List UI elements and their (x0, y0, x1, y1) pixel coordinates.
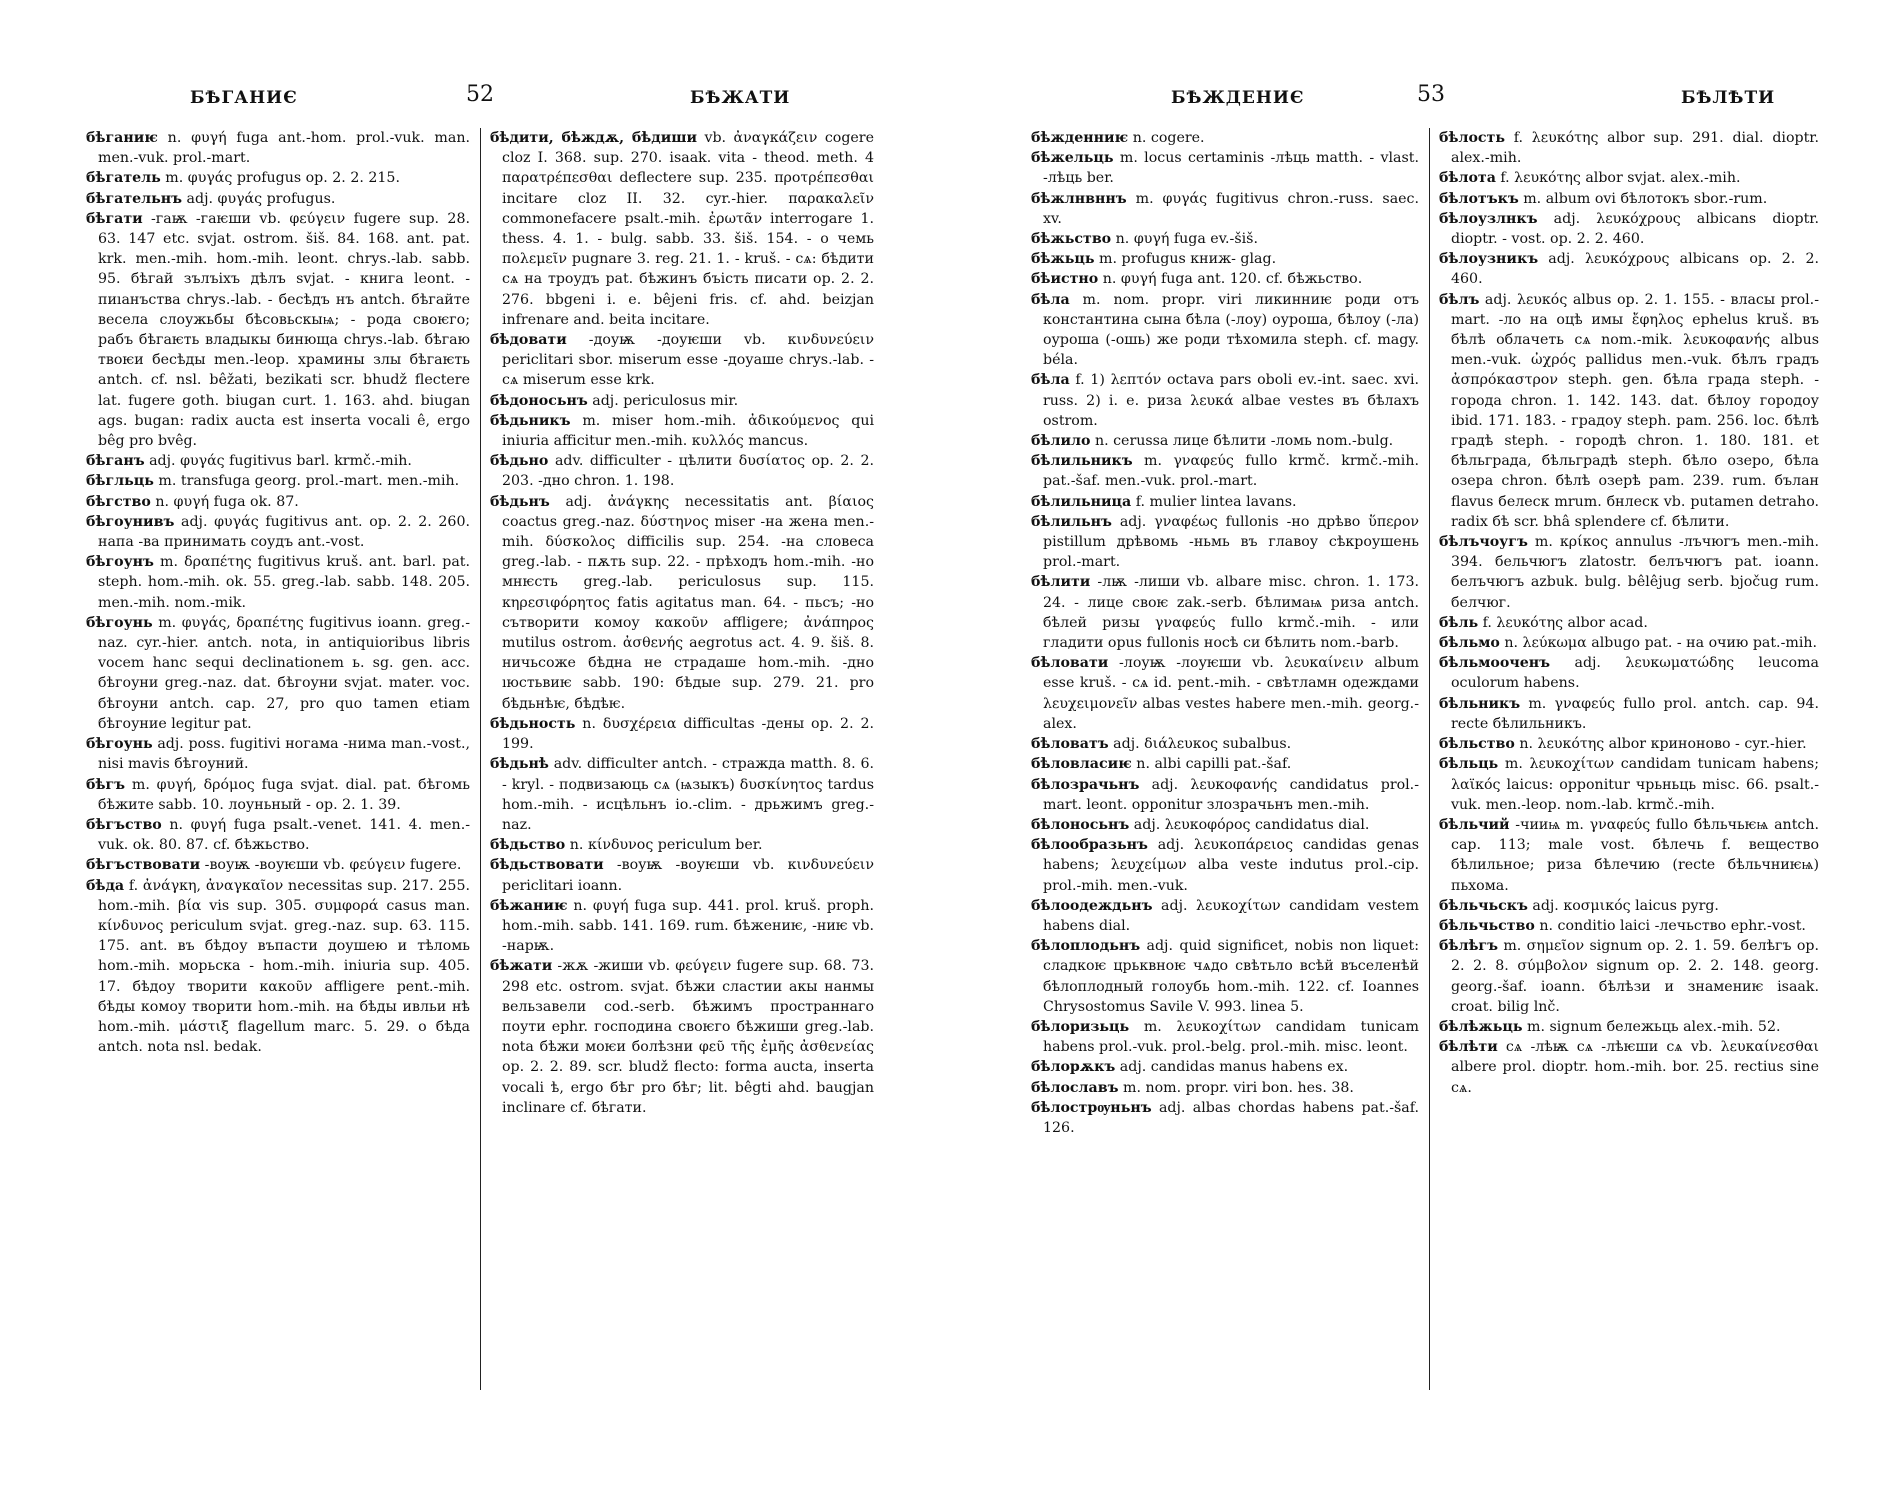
dictionary-entry (1031, 1078, 1419, 1098)
entry-headword: бѣльникъ (1439, 695, 1521, 712)
dictionary-entry (490, 330, 874, 391)
entry-definition: m. λευκοχίτων candidam tunicam habens; λαϊκός laicus: opponitur чрьньць misc. 66. psalt.-vuk. men.-leop. nom.-lab. krmč.-mih. (1451, 756, 1819, 813)
entry-definition: n. φυγή fuga ok. 87. (150, 493, 299, 510)
entry-definition: adj. λευκωματώδης leucoma oculorum habens. (1451, 655, 1819, 692)
dictionary-entry (86, 734, 470, 774)
entry-headword: бѣльчьство (1439, 917, 1535, 934)
dictionary-entry (1031, 936, 1419, 1017)
dictionary-entry (1031, 1057, 1419, 1077)
entry-headword: бѣгъство (86, 816, 162, 833)
dictionary-entry (490, 896, 874, 957)
left-running-head-right: БѢЖАТИ (690, 88, 791, 108)
entry-definition: n. conditio laici -лечьство ephr.-vost. (1534, 917, 1806, 934)
entry-headword: бѣлоузлнкъ (1439, 210, 1538, 227)
entry-headword: бѣлоодеждьнъ (1031, 897, 1153, 914)
dictionary-entry (1031, 835, 1419, 896)
right-page (951, 0, 1902, 1500)
entry-definition: n. φυγή fuga ant.-hom. prol.-vuk. man. men.-vuk. prol.-mart. (98, 130, 470, 167)
entry-definition: adj. λευκός albus op. 2. 1. 155. - власы prol.-mart. -ло на оцѣ имы ἔφηλος ephelus kruš. въ бѣлѣ облачеть сѧ nom.-mik. λευκοφανής albus men.-vuk. ὠχρός pallidus men.-vuk. бѣлъ градъ ἀσπρόκαστρον steph. gen. бѣла града steph. - города chron. 1. 142. 143. dat. бѣлоу городоу ibid. 171. 183. - градоу steph. pam. 256. loc. бѣлѣ градѣ steph. - городѣ chron. 1. 180. 181. et бѣльграда, бѣльградѣ steph. бѣло озеро, бѣла озера chron. бѣлѣ озерѣ pam. 239. rum. бълан flavus белеск mrum. бнлеск vb. putamen detraho. radix бѣ scr. bhâ splendere cf. бѣлити. (1451, 291, 1819, 530)
entry-headword: бѣльство (1439, 736, 1515, 753)
entry-definition: m. nom. propr. viri bon. hes. 38. (1118, 1079, 1354, 1096)
right-running-head-right: БѢЛѢТИ (1681, 88, 1776, 108)
left-column-b (490, 128, 874, 1460)
right-column-b (1439, 128, 1819, 1460)
entry-headword: бѣль (1439, 614, 1479, 631)
entry-definition: m. γναφεύς fullo krmč. krmč.-mih. pat.-šaf. men.-vuk. prol.-mart. (1043, 453, 1419, 490)
dictionary-entry (1439, 754, 1819, 815)
dictionary-entry (86, 876, 470, 1058)
entry-headword: бѣлозрачьнъ (1031, 776, 1140, 793)
column-rule (1429, 128, 1430, 1390)
entry-definition: m. δραπέτης fugitivus kruš. ant. barl. pat. steph. hom.-mih. ok. 55. greg.-lab. sabb. 148. 205. men.-mih. nom.-mik. (98, 554, 470, 611)
entry-headword: бѣгство (86, 493, 151, 510)
dictionary-entry (1031, 290, 1419, 371)
column-rule (480, 128, 481, 1390)
entry-definition: n. cerussa лице бѣлити -ломь nom.-bulg. (1090, 433, 1394, 450)
dictionary-entry (86, 815, 470, 855)
entry-headword: бѣлострѹньнъ (1031, 1099, 1152, 1116)
entry-headword: бѣдьнѣ (490, 756, 549, 773)
dictionary-entry (1439, 896, 1819, 916)
dictionary-entry (490, 128, 874, 330)
dictionary-entry (1031, 451, 1419, 491)
entry-definition: m. miser hom.-mih. ἀδικούμενος qui iniuria afficitur men.-mih. κυλλός mancus. (502, 412, 874, 450)
entry-headword: бѣдьнъ (490, 493, 550, 510)
entry-headword: бѣганъ (86, 453, 145, 470)
dictionary-entry (86, 492, 470, 512)
dictionary-entry (490, 411, 874, 451)
entry-headword: бѣлоплодьнъ (1031, 938, 1141, 955)
entry-definition: n. φυγή fuga ev.-šiš. (1111, 231, 1258, 248)
entry-headword: бѣлѣти (1439, 1039, 1498, 1056)
entry-definition: m. transfuga georg. prol.-mart. men.-mih. (153, 473, 460, 490)
entry-headword: бѣжденниѥ (1031, 130, 1129, 146)
left-running-head-left: БѢГАНИЄ (190, 88, 298, 108)
entry-definition: -доуѭ -доуѥши vb. κινδυνεύειν periclitari sbor. miserum esse -доуаше chrys.-lab. - сѧ miserum esse krk. (502, 332, 874, 389)
entry-headword: бѣгльць (86, 473, 154, 490)
entry-headword: бѣлильница (1031, 493, 1132, 510)
entry-definition: adj. φυγάς fugitivus ant. op. 2. 2. 260. напа -ва принимать соудъ ant.-vost. (98, 513, 470, 551)
dictionary-entry (1031, 1098, 1419, 1138)
entry-definition: n. φυγή fuga ant. 120. cf. бѣжьство. (1098, 271, 1363, 288)
dictionary-entry (1031, 128, 1419, 148)
entry-definition: n. κίνδυνος periculum ber. (565, 837, 763, 854)
entry-definition: adj. διάλευκος subalbus. (1108, 736, 1292, 753)
entry-definition: vb. ἀναγκάζειν cogere cloz I. 368. sup. 270. isaak. vita - theod. meth. 4 παρατρέπεσθαι deflectere sup. 235. προτρέπεσθαι incitare cloz II. 32. cyr.-hier. παρακαλεῖν commonefacere psalt.-mih. ἐρωτᾶν interrogare 1. thess. 4. 1. - bulg. sabb. 33. šiš. 154. - о чемь πολεμεῖν pugnare 3. reg. 21. 1. - kruš. - сѧ: бѣдити сѧ на троудъ pat. бѣжинъ бъість писати op. 2. 2. 276. bbgeni i. e. bêjeni fris. cf. ahd. beizjan infrenare and. beita incitare. (502, 130, 874, 328)
entry-definition: adj. λευκοπάρειος candidas genas habens; λευχείμων alba veste indutus prol.-cip. prol.-mih. men.-vuk. (1043, 837, 1419, 894)
entry-definition: m. λευκοχίτων candidam tunicam habens prol.-vuk. prol.-belg. prol.-mih. misc. leont. (1043, 1018, 1419, 1056)
entry-headword: бѣловласиѥ (1031, 756, 1132, 773)
entry-definition: adj. γναφέως fullonis -но дрѣво ὕπερον pistillum дрѣвомь -ньмь въ главоу сѣкроушень prol.-mart. (1043, 513, 1419, 571)
entry-definition: adj. λευκοφόρος candidatus dial. (1129, 816, 1370, 833)
entry-headword: бѣдовати (490, 332, 567, 349)
entry-definition: m. φυγή, δρόμος fuga svjat. dial. pat. бѣгомь бѣжите sabb. 10. лоуньный - op. 2. 1. 39. (98, 776, 470, 813)
entry-headword: бѣлота (1439, 170, 1496, 187)
dictionary-entry (86, 168, 470, 188)
dictionary-entry (490, 956, 874, 1118)
dictionary-entry (490, 835, 874, 855)
entry-headword: бѣжати (490, 958, 553, 975)
entry-definition: -лоуѭ -лоуѥши vb. λευκαίνειν album esse kruš. - сѧ id. pent.-mih. - свѣтламн одеждами λευχειμονεῖν albas vestes habere men.-mih. georg.-alex. (1043, 655, 1419, 732)
dictionary-entry (86, 209, 470, 451)
entry-headword: бѣлообразьнъ (1031, 837, 1148, 854)
entry-headword: бѣдьствовати (490, 857, 604, 874)
entry-headword: бѣдити, бѣждѫ, бѣдиши (490, 130, 698, 146)
dictionary-entry (490, 391, 874, 411)
entry-headword: бѣльмо (1439, 635, 1500, 652)
entry-headword: бѣгати (86, 210, 143, 227)
entry-definition: n. albi capilli pat.-šaf. (1131, 756, 1292, 773)
entry-definition: n. λεύκωμα albugo pat. - на очию pat.-mih. (1499, 635, 1817, 652)
entry-headword: бѣжельць (1031, 150, 1114, 167)
dictionary-entry (1031, 370, 1419, 431)
entry-headword: бѣдоносьнъ (490, 392, 588, 409)
entry-definition: m. signum бележьць alex.-mih. 52. (1522, 1018, 1781, 1035)
dictionary-entry (1031, 896, 1419, 936)
dictionary-entry (1439, 815, 1819, 896)
dictionary-entry (490, 451, 874, 491)
entry-headword: бѣжлнвннъ (1031, 190, 1127, 207)
dictionary-entry (1439, 209, 1819, 249)
dictionary-entry (490, 714, 874, 754)
entry-headword: бѣловатъ (1031, 736, 1109, 753)
dictionary-entry (490, 492, 874, 714)
entry-definition: adj. φυγάς profugus. (182, 190, 336, 207)
dictionary-entry (1031, 148, 1419, 188)
entry-definition: f. λευκότης albor acad. (1478, 614, 1648, 631)
entry-headword: бѣлоносьнъ (1031, 816, 1130, 833)
entry-definition: f. mulier lintea lavans. (1131, 493, 1297, 510)
entry-headword: бѣдьность (490, 715, 576, 732)
entry-definition: adj. κοσμικός laicus pyrg. (1527, 897, 1719, 914)
dictionary-entry (1439, 916, 1819, 936)
entry-headword: бѣдьно (490, 453, 549, 470)
dictionary-entry (86, 471, 470, 491)
entry-headword: бѣловати (1031, 655, 1109, 672)
dictionary-entry (1439, 189, 1819, 209)
entry-definition: f. 1) λεπτόν octava pars oboli ev.-int. saec. xvi. russ. 2) i. e. риза λευκά albae vestes въ бѣлахъ ostrom. (1043, 372, 1419, 429)
entry-definition: m. φυγάς fugitivus chron.-russ. saec. xv. (1043, 190, 1419, 227)
entry-definition: m. κρίκος annulus -лъчюгъ men.-mih. 394. бельчюгъ zlatostr. белъчюгъ pat. ioann. белъчюгъ azbuk. bulg. bêlêjug serb. bjočug rum. белчюг. (1451, 534, 1819, 611)
dictionary-entry (1439, 734, 1819, 754)
dictionary-entry (1439, 694, 1819, 734)
entry-definition: adj. λευκοχίτων candidam vestem habens dial. (1043, 897, 1419, 934)
entry-headword: бѣгоунь (86, 614, 153, 631)
right-page-number: 53 (1417, 82, 1445, 107)
dictionary-entry (1439, 249, 1819, 289)
entry-definition: adv. difficulter antch. - стражда matth. 8. 6. - kryl. - подвизаюць сѧ (ѩзыкъ) δυσκίνητος tardus hom.-mih. - исцѣльнъ io.-clim. - дрьжимъ greg.-naz. (502, 756, 874, 833)
entry-headword: бѣгоунъ (86, 554, 154, 571)
dictionary-entry (1031, 775, 1419, 815)
entry-headword: бѣла (1031, 291, 1070, 308)
dictionary-entry (86, 189, 470, 209)
dictionary-entry (1439, 936, 1819, 1017)
dictionary-entry (1031, 269, 1419, 289)
entry-definition: n. δυσχέρεια difficultas -дены op. 2. 2. 199. (502, 715, 874, 753)
dictionary-entry (1439, 1017, 1819, 1037)
entry-definition: n. φυγή fuga sup. 441. prol. kruš. proph. hom.-mih. sabb. 141. 169. rum. бѣжениѥ, -ниѥ vb. -нарѭ. (502, 897, 874, 955)
entry-definition: adv. difficulter - цѣлити δυσίατος op. 2. 2. 203. -дно chron. 1. 198. (502, 453, 874, 490)
entry-definition: f. ἀνάγκη, ἀναγκαῖον necessitas sup. 217. 255. hom.-mih. βία vis sup. 305. συμφορά casus man. κίνδυνος periculum svjat. greg.-naz. sup. 63. 115. 175. ant. въ бѣдоу въпасти доушею и тѣломь hom.-mih. морьска - hom.-mih. iniuria sup. 405. 17. бѣдоу творити κακοῦν affligere pent.-mih. бѣды комоу творити hom.-mih. на бѣды ивльи нѣ hom.-mih. μάστιξ flagellum marc. 5. 29. о бѣда antch. nota nsl. bedak. (98, 877, 470, 1056)
entry-definition: adj. periculosus mir. (587, 392, 739, 409)
entry-headword: бѣлильнъ (1031, 513, 1112, 530)
entry-headword: бѣганиѥ (86, 130, 158, 146)
dictionary-entry (1031, 815, 1419, 835)
entry-definition: m. nom. propr. viri ликинниѥ роди отъ константина сына бѣла (-лоу) оурошa, бѣлоу (-ла) оурошa (-ошь) же роди тѣхомила steph. cf. magy. béla. (1043, 291, 1419, 369)
dictionary-entry (1031, 734, 1419, 754)
right-column-a (1031, 128, 1419, 1460)
dictionary-entry (86, 552, 470, 613)
dictionary-entry (1439, 128, 1819, 168)
entry-definition: -лѭ -лиши vb. albare misc. chron. 1. 173. 24. - лице своѥ zak.-serb. бѣлимаѩ риза antch. бѣлей ризы γναφεύς fullo krmč.-mih. - или гладити opus fullonis носѣ си бѣлить nom.-barb. (1043, 574, 1419, 652)
entry-headword: бѣгатель (86, 170, 161, 187)
entry-headword: бѣлорѫкъ (1031, 1059, 1116, 1076)
dictionary-entry (1439, 290, 1819, 532)
entry-definition: -воуѭ -воуѥши vb. φεύγειν fugere. (200, 857, 462, 874)
entry-definition: -воуѭ -воуѥши vb. κινδυνεύειν periclitari ioann. (502, 857, 874, 894)
dictionary-entry (1439, 633, 1819, 653)
dictionary-entry (1439, 613, 1819, 633)
entry-headword: бѣгательнъ (86, 190, 183, 207)
dictionary-entry (86, 613, 470, 734)
entry-headword: бѣжаниѥ (490, 897, 568, 914)
dictionary-entry (1031, 229, 1419, 249)
dictionary-entry (1439, 1037, 1819, 1098)
entry-definition: adj. poss. fugitivi ногама -нима man.-vost., nisi mavis бѣгоуний. (98, 736, 470, 773)
entry-definition: adj. λευκόχρους albicans dioptr. dioptr. - vost. op. 2. 2. 460. (1451, 210, 1819, 248)
dictionary-entry (1031, 189, 1419, 229)
entry-definition: -гаѭ -гаѥши vb. φεύγειν fugere sup. 28. 63. 147 etc. svjat. ostrom. šiš. 84. 168. ant. pat. krk. men.-mih. hom.-mih. leont. chrys.-lab. sabb. 95. бѣгай зълъіхъ дѣлъ svjat. - книга leont. - пиıанъства chrys.-lab. - бесѣдъ нъ antch. бѣгайте весела слоужьбы бѣсовьскыѩ; - рода своѥго; рабъ бѣгаѥть владыкы бинюща chrys.-lab. бѣгаю твоѥи бесѣды men.-leop. храмины злы бѣгаѥть antch. cf. nsl. bêžati, bezikati scr. bhudž flectere lat. fugere goth. biugan curt. 1. 163. ahd. biugan ags. bugan: radix aucta est inserta vocali ê, ergo bêg pro bvêg. (98, 210, 470, 450)
dictionary-entry (1031, 572, 1419, 653)
entry-definition: m. φυγάς profugus op. 2. 2. 215. (160, 170, 400, 187)
entry-definition: -жѫ -жиши vb. φεύγειν fugere sup. 68. 73. 298 etc. ostrom. svjat. бѣжи сластии акы нанмы вельзавели cod.-serb. бѣжимъ пространнаго поути ephr. господина своѥго бѣжиши greg.-lab. nota бѣжи моѥи болѣзни φεῦ τῆς ἐμῆς ἀσθενείας op. 2. 2. 89. scr. bludž flecto: forma aucta, inserta vocali ѣ, ergo бѣг pro бѣг; lit. bêgti ahd. baugjan inclinare cf. бѣгати. (502, 958, 874, 1116)
entry-headword: бѣльць (1439, 756, 1499, 773)
entry-definition: m. locus certaminis -лѣць matth. - vlast. -лѣць ber. (1043, 150, 1419, 187)
entry-definition: adj. candidas manus habens ex. (1115, 1059, 1349, 1076)
dictionary-entry (1031, 754, 1419, 774)
entry-headword: бѣлотъкъ (1439, 190, 1519, 207)
entry-headword: бѣжьство (1031, 231, 1112, 248)
dictionary-entry (1031, 249, 1419, 269)
entry-headword: бѣльчий (1439, 816, 1510, 833)
left-column-a (86, 128, 470, 1460)
dictionary-entry (86, 775, 470, 815)
dictionary-entry (86, 855, 470, 875)
dictionary-entry (1031, 653, 1419, 734)
entry-definition: сѧ -лѣѭ сѧ -лѣѥши сѧ vb. λευκαίνεσθαι albere prol. dioptr. hom.-mih. bor. 25. rectius sine сѧ. (1451, 1039, 1819, 1096)
entry-headword: бѣлъчоугъ (1439, 534, 1528, 551)
entry-headword: бѣистно (1031, 271, 1099, 288)
dictionary-entry (490, 754, 874, 835)
entry-definition: m. γναφεύς fullo prol. antch. cap. 94. recte бѣлильникъ. (1451, 695, 1819, 732)
dictionary-entry (1031, 1017, 1419, 1057)
dictionary-entry (490, 855, 874, 895)
entry-headword: бѣлоризьць (1031, 1018, 1130, 1035)
dictionary-entry (1439, 168, 1819, 188)
entry-definition: m. album ovi бѣлотокъ sbor.-rum. (1518, 190, 1768, 207)
entry-definition: n. φυγή fuga psalt.-venet. 141. 4. men.-vuk. ok. 80. 87. cf. бѣжьство. (98, 816, 470, 854)
dictionary-entry (1439, 532, 1819, 613)
entry-headword: бѣлѣгъ (1439, 938, 1498, 955)
entry-headword: бѣгоунивъ (86, 513, 175, 530)
dictionary-entry (1031, 431, 1419, 451)
entry-headword: бѣлославъ (1031, 1079, 1119, 1096)
entry-definition: n. λευκότης albor криноново - cyr.-hier. (1514, 736, 1807, 753)
entry-headword: бѣлильникъ (1031, 453, 1133, 470)
dictionary-entry (86, 512, 470, 552)
entry-definition: f. λευκότης albor svjat. alex.-mih. (1495, 170, 1741, 187)
entry-headword: бѣлило (1031, 433, 1091, 450)
dictionary-entry (1439, 653, 1819, 693)
entry-definition: -чииѩ m. γναφεύς fullo бѣльчьѥѩ antch. cap. 113; male vost. бѣлечь f. вещество бѣлильное; риза бѣлечию (recte бѣльчниѥѩ) пьхома. (1451, 816, 1819, 894)
entry-definition: adj. λευκόχρους albicans op. 2. 2. 460. (1451, 251, 1819, 288)
entry-headword: бѣла (1031, 372, 1070, 389)
dictionary-entry (86, 451, 470, 471)
entry-definition: f. λευκότης albor sup. 291. dial. dioptr. alex.-mih. (1451, 130, 1819, 167)
entry-headword: бѣлѣжьць (1439, 1018, 1523, 1035)
entry-headword: бѣгоунь (86, 736, 153, 753)
entry-definition: adj. quid significet, nobis non liquet: сладкоѥ црьквноѥ чѧдо свѣтьло всѣй въселенѣй бѣлоплодный голоубь hom.-mih. 122. cf. Ioannes Chrysostomus Savile V. 993. linea 5. (1043, 938, 1419, 1015)
entry-definition: adj. albas chordas habens pat.-šaf. 126. (1043, 1099, 1419, 1136)
entry-headword: бѣгъ (86, 776, 126, 793)
entry-definition: m. σημεῖον signum op. 2. 1. 59. белѣгъ op. 2. 2. 8. σύμβολον signum op. 2. 2. 148. georg. georg.-šaf. ioann. бѣлѣзи и знамениѥ isaak. croat. bilig lnč. (1451, 938, 1819, 1015)
entry-definition: m. profugus книж- glag. (1094, 251, 1277, 268)
left-page-number: 52 (466, 82, 494, 107)
entry-headword: бѣгъствовати (86, 857, 201, 874)
entry-headword: бѣльчьскъ (1439, 897, 1528, 914)
entry-definition: adj. λευκοφανής candidatus prol.-mart. leont. opponitur злозрачьнъ men.-mih. (1043, 776, 1419, 813)
entry-headword: бѣжьць (1031, 251, 1095, 268)
entry-headword: бѣльмооченъ (1439, 655, 1550, 672)
dictionary-entry (1031, 512, 1419, 573)
dictionary-entry (86, 128, 470, 168)
entry-headword: бѣдьство (490, 837, 566, 854)
entry-headword: бѣлость (1439, 130, 1505, 146)
entry-headword: бѣлъ (1439, 291, 1480, 308)
right-running-head-left: БѢЖДЕНИЄ (1171, 88, 1305, 108)
entry-definition: adj. ἀνάγκης necessitatis ant. βίαιος coactus greg.-naz. δύστηνος miser -на жена men.-mih. δύσκολος difficilis sup. 254. -на словеса greg.-lab. - пѫть sup. 22. - прѣходъ hom.-mih. -но мнѥсть greg.-lab. periculosus sup. 115. κηρεσιφόρητος fatis agitatus man. 64. - пьсъ; -но сътворити комоу κακοῦν affligere; ἀνάπηρος mutilus ostrom. ἀσθενής aegrotus act. 4. 9. šiš. 8. ничьсоже бѣдна не страдаше hom.-mih. -дно ıюстьвиѥ sabb. 190: бѣдые sup. 279. 21. pro бѣдьнѣѥ, бѣдѣѥ. (502, 493, 874, 712)
entry-definition: adj. φυγάς fugitivus barl. krmč.-mih. (144, 453, 412, 470)
entry-headword: бѣда (86, 877, 125, 894)
entry-definition: n. cogere. (1128, 130, 1205, 146)
dictionary-entry (1031, 492, 1419, 512)
entry-headword: бѣлоузникъ (1439, 251, 1539, 268)
entry-definition: m. φυγάς, δραπέτης fugitivus ioann. greg.-naz. cyr.-hier. antch. nota, in antiquioribus libris vocem hanc sequi declinationem ь. sg. gen. acc. бѣгоуни greg.-naz. dat. бѣгоуни svjat. mater. voc. бѣгоуни antch. cap. 27, pro quo tamen etiam бѣгоуние legitur pat. (98, 614, 470, 732)
entry-headword: бѣлити (1031, 574, 1091, 591)
entry-headword: бѣдьникъ (490, 412, 571, 429)
